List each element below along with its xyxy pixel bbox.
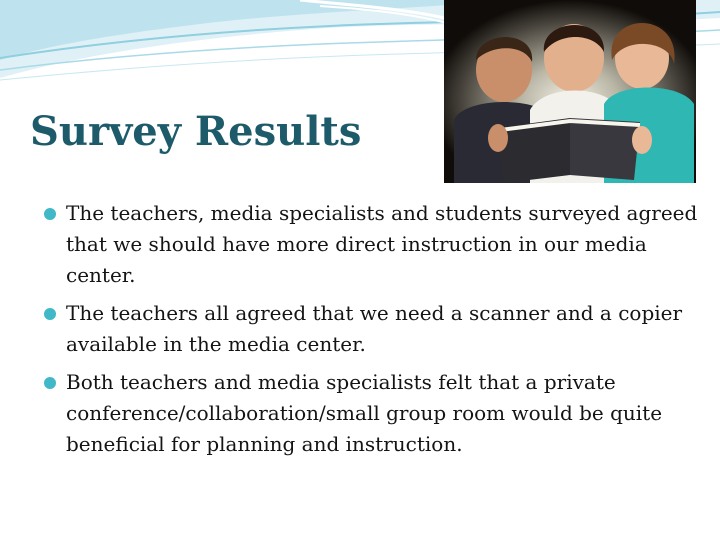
bullet-text: The teachers, media specialists and students surveyed agreed that we should have more direct instruction in our media center. [66, 201, 698, 287]
children-reading-photo [444, 0, 696, 183]
bullet-list [44, 198, 708, 467]
bullet-item [44, 198, 708, 291]
bullet-dot-icon [44, 308, 56, 320]
bullet-dot-icon [44, 377, 56, 389]
bullet-text: The teachers all agreed that we need a scanner and a copier available in the media center. [66, 301, 683, 356]
bullet-item [44, 298, 708, 360]
bullet-dot-icon [44, 208, 56, 220]
bullet-text: Both teachers and media specialists felt that a private conference/collaboration/small group room would be quite beneficial for planning and instruction. [66, 370, 663, 456]
slide-title: Survey Results [30, 108, 362, 155]
children-reading-book-image [444, 0, 696, 183]
bullet-item [44, 367, 708, 460]
